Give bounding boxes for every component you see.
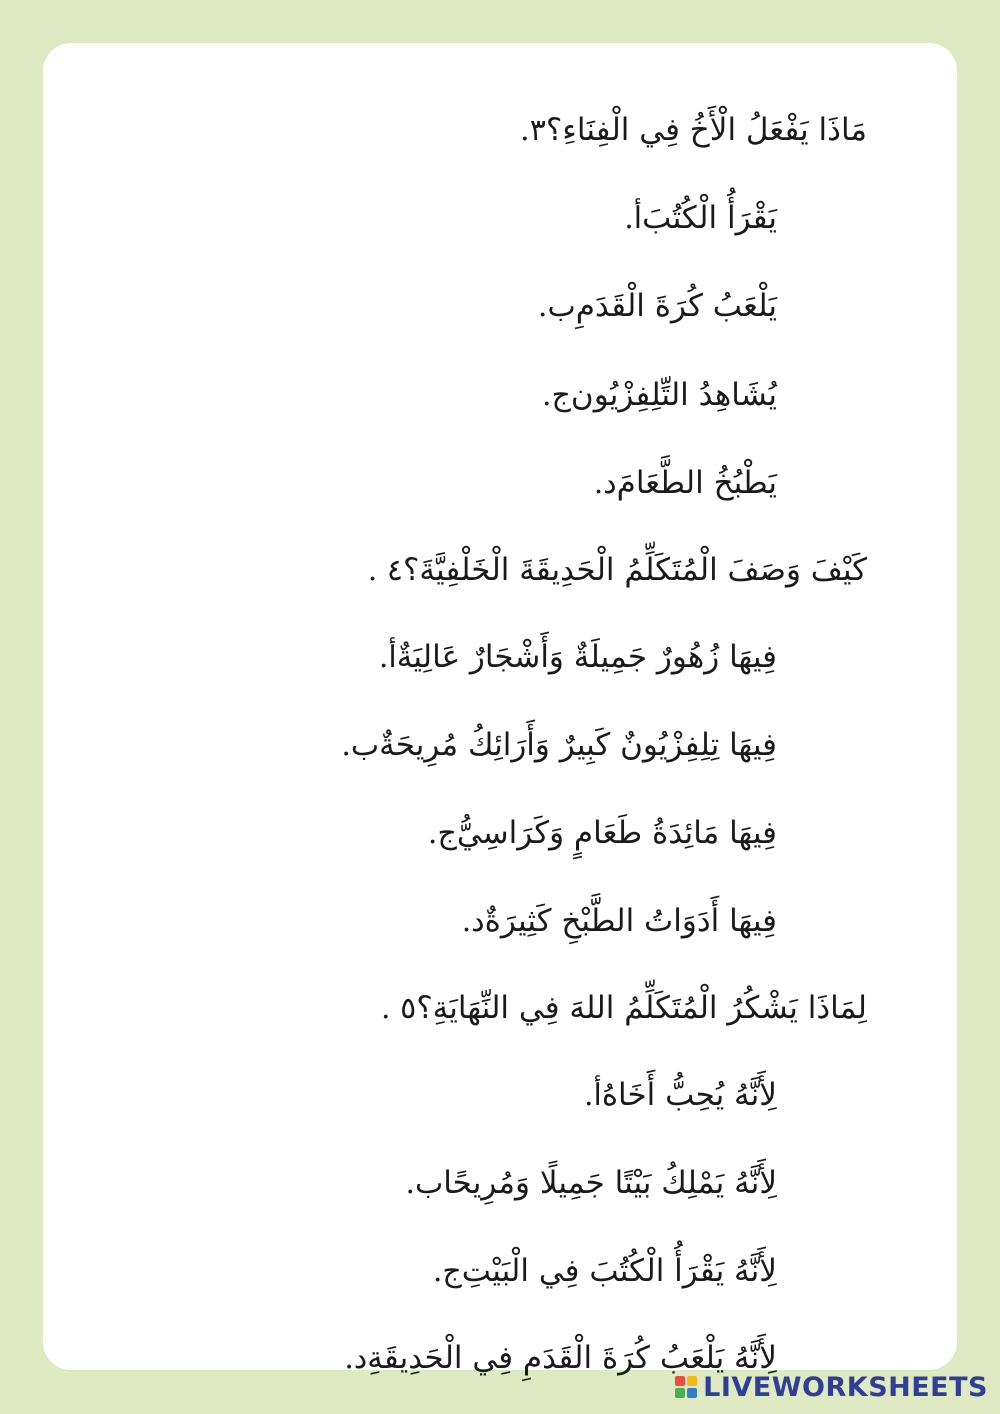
option-text: فِيهَا زُهُورٌ جَمِيلَةٌ وَأَشْجَارٌ عَالِيَةٌ bbox=[396, 639, 777, 675]
option-letter: أ. bbox=[583, 1077, 602, 1113]
option-text: يَطْبُخُ الطَّعَامَ bbox=[616, 465, 777, 501]
question-5-option-a[interactable] bbox=[538, 1065, 777, 1125]
option-letter: د. bbox=[593, 465, 617, 501]
liveworksheets-logo-icon bbox=[675, 1376, 697, 1398]
option-letter: د. bbox=[461, 903, 485, 939]
question-text: مَاذَا يَفْعَلُ الْأَخُ فِي الْفِنَاءِ؟ bbox=[545, 112, 867, 148]
option-letter: ج. bbox=[432, 1253, 462, 1289]
option-text: فِيهَا تِلِفِزْيُونٌ كَبِيرٌ وَأَرَائِكُ مُرِيحَةٌ bbox=[379, 727, 777, 763]
option-letter: ب. bbox=[341, 727, 380, 763]
brand-name: LIVEWORKSHEETS bbox=[703, 1371, 988, 1403]
question-5 bbox=[336, 978, 867, 1038]
option-text: فِيهَا أَدَوَاتُ الطَّبْخِ كَثِيرَةٌ bbox=[484, 903, 777, 939]
question-text: لِمَاذَا يَشْكُرُ الْمُتَكَلِّمُ اللهَ فِي النِّهَايَةِ؟ bbox=[416, 990, 867, 1026]
option-letter: ب. bbox=[405, 1165, 444, 1201]
question-5-option-b[interactable] bbox=[379, 1153, 777, 1213]
option-text: لِأَنَّهُ يَلْعَبُ كُرَةَ الْقَدَمِ فِي الْحَدِيقَةِ bbox=[367, 1340, 777, 1376]
logo-square bbox=[687, 1376, 697, 1386]
option-text: لِأَنَّهُ يَمْلِكُ بَيْتًا جَمِيلًا وَمُرِيحًا bbox=[443, 1165, 777, 1201]
question-3-option-a[interactable] bbox=[578, 188, 777, 248]
question-3-option-c[interactable] bbox=[507, 365, 777, 425]
option-text: لِأَنَّهُ يَقْرَأُ الْكُتُبَ فِي الْبَيْتِ bbox=[461, 1253, 777, 1289]
question-3-option-d[interactable] bbox=[553, 453, 777, 513]
liveworksheets-footer bbox=[675, 1368, 988, 1406]
question-4-option-b[interactable] bbox=[315, 715, 777, 775]
question-5-option-c[interactable] bbox=[398, 1241, 777, 1301]
question-3-option-b[interactable] bbox=[512, 276, 777, 336]
option-letter: ج. bbox=[542, 377, 571, 413]
option-letter: أ. bbox=[378, 639, 397, 675]
option-letter: ج. bbox=[427, 815, 457, 851]
question-4-option-d[interactable] bbox=[421, 891, 777, 951]
option-text: يَقْرَأُ الْكُتُبَ bbox=[642, 200, 777, 236]
option-text: يُشَاهِدُ التِّلِفِزْيُون bbox=[570, 377, 777, 413]
question-4-option-c[interactable] bbox=[393, 803, 777, 863]
option-letter: ب. bbox=[537, 288, 576, 324]
option-text: فِيهَا مَائِدَةُ طَعَامٍ وَكَرَاسِيُّ bbox=[456, 815, 777, 851]
logo-square bbox=[687, 1388, 697, 1398]
question-number: ٣. bbox=[520, 112, 546, 148]
question-number: ٤ . bbox=[367, 552, 403, 588]
question-4 bbox=[323, 540, 867, 600]
worksheet-card bbox=[43, 43, 957, 1376]
option-text: لِأَنَّهُ يُحِبُّ أَخَاهُ bbox=[601, 1077, 777, 1113]
question-3 bbox=[466, 100, 867, 160]
logo-square bbox=[675, 1388, 685, 1398]
option-text: يَلْعَبُ كُرَةَ الْقَدَمِ bbox=[575, 288, 777, 324]
logo-square bbox=[675, 1376, 685, 1386]
question-number: ٥ . bbox=[380, 990, 417, 1026]
question-4-option-a[interactable] bbox=[333, 627, 777, 687]
question-text: كَيْفَ وَصَفَ الْمُتَكَلِّمُ الْحَدِيقَةَ الْخَلْفِيَّةَ؟ bbox=[402, 552, 867, 588]
option-letter: د. bbox=[344, 1340, 368, 1376]
option-letter: أ. bbox=[624, 200, 643, 236]
